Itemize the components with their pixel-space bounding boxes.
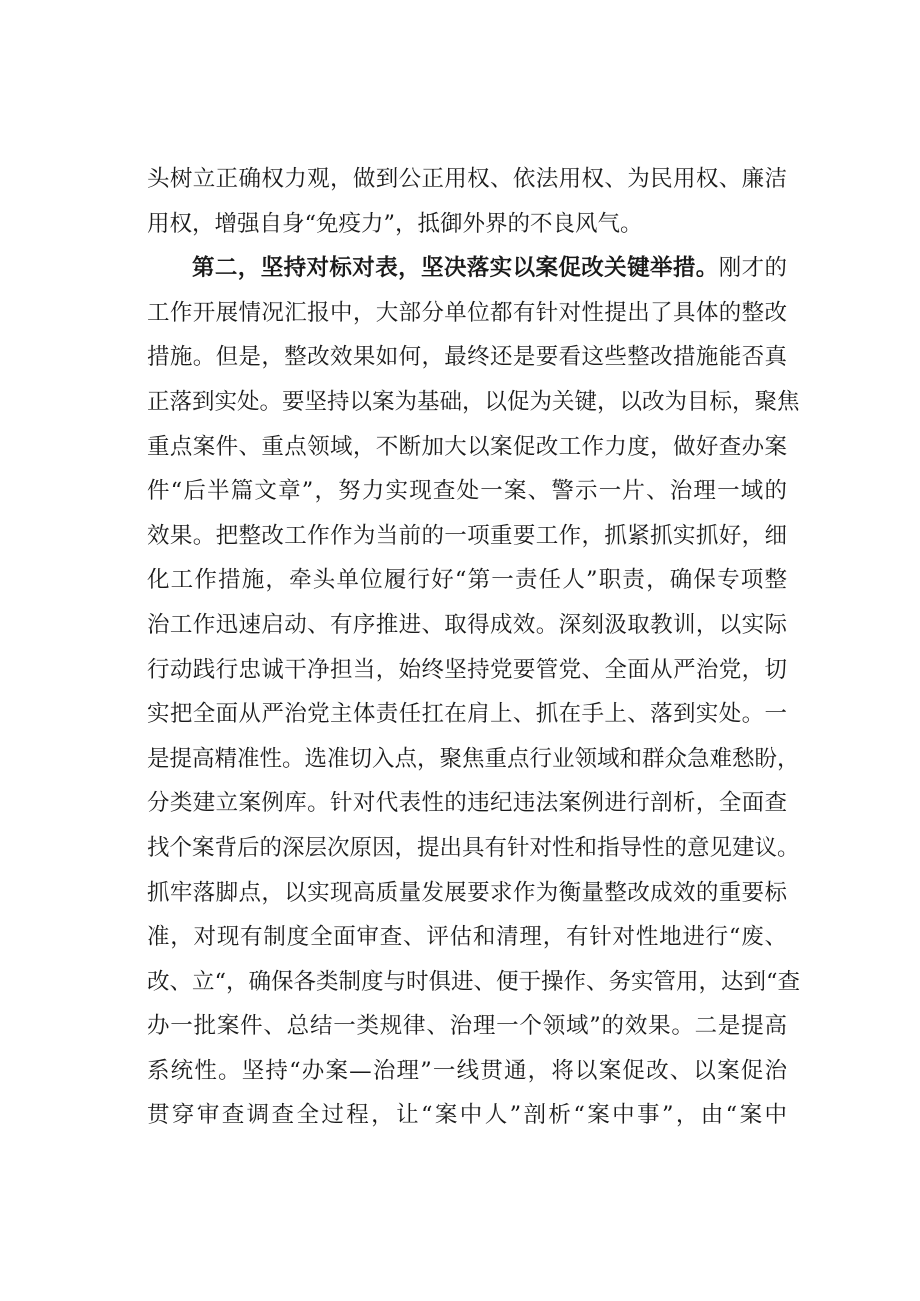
- text-line: 改、立“，确保各类制度与时俱进、便于操作、务实管用，达到“查: [147, 968, 801, 995]
- text-line: 治工作迅速启动、有序推进、取得成效。深刻汲取教训，以实际: [147, 611, 787, 638]
- text-line: [147, 246, 787, 291]
- text-line: 工作开展情况汇报中，大部分单位都有针对性提出了具体的整改: [147, 299, 787, 326]
- text-line: 准，对现有制度全面审查、评估和清理，有针对性地进行“废、: [147, 924, 787, 951]
- text-line: 贯穿审查调查全过程，让“案中人”剖析“案中事”，由“案中: [147, 1102, 787, 1129]
- text-line: 效果。把整改工作作为当前的一项重要工作，抓紧抓实抓好，细: [147, 522, 787, 549]
- section-heading: 第二，坚持对标对表，坚决落实以案促改关键举措。: [192, 255, 719, 282]
- text-line: 实把全面从严治党主体责任扛在肩上、抓在手上、落到实处。一: [147, 701, 787, 728]
- text-line: 件“后半篇文章”，努力实现查处一案、警示一片、治理一域的: [147, 478, 787, 505]
- text-line: 办一批案件、总结一类规律、治理一个领域”的效果。二是提高: [147, 1013, 787, 1040]
- document-body: [147, 157, 801, 1138]
- text-line: 行动践行忠诚干净担当，始终坚持党要管党、全面从严治党，切: [147, 656, 787, 683]
- text-line: 系统性。坚持“办案—治理”一线贯通，将以案促改、以案促治: [147, 1057, 787, 1084]
- text-line: 措施。但是，整改效果如何，最终还是要看这些整改措施能否真: [147, 344, 787, 371]
- text-line: 正落到实处。要坚持以案为基础，以促为关键，以改为目标，聚焦: [147, 388, 800, 415]
- text-line: 化工作措施，牵头单位履行好“第一责任人”职责，确保专项整: [147, 567, 787, 594]
- text-line: 重点案件、重点领域，不断加大以案促改工作力度，做好查办案: [147, 433, 787, 460]
- paragraph-2: [147, 246, 801, 1138]
- text-line: 是提高精准性。选准切入点，聚焦重点行业领域和群众急难愁盼，: [147, 745, 800, 772]
- text-line: 用权，增强自身“免疫力”，抵御外界的不良风气。: [147, 210, 643, 237]
- text-line: 抓牢落脚点，以实现高质量发展要求作为衡量整改成效的重要标: [147, 879, 787, 906]
- text-line: 分类建立案例库。针对代表性的违纪违法案例进行剖析，全面查: [147, 790, 787, 817]
- text-run: 刚才的: [718, 255, 787, 282]
- paragraph-1: [147, 157, 787, 246]
- text-line: 头树立正确权力观，做到公正用权、依法用权、为民用权、廉洁: [147, 166, 787, 192]
- text-line: 找个案背后的深层次原因，提出具有针对性和指导性的意见建议。: [147, 834, 800, 861]
